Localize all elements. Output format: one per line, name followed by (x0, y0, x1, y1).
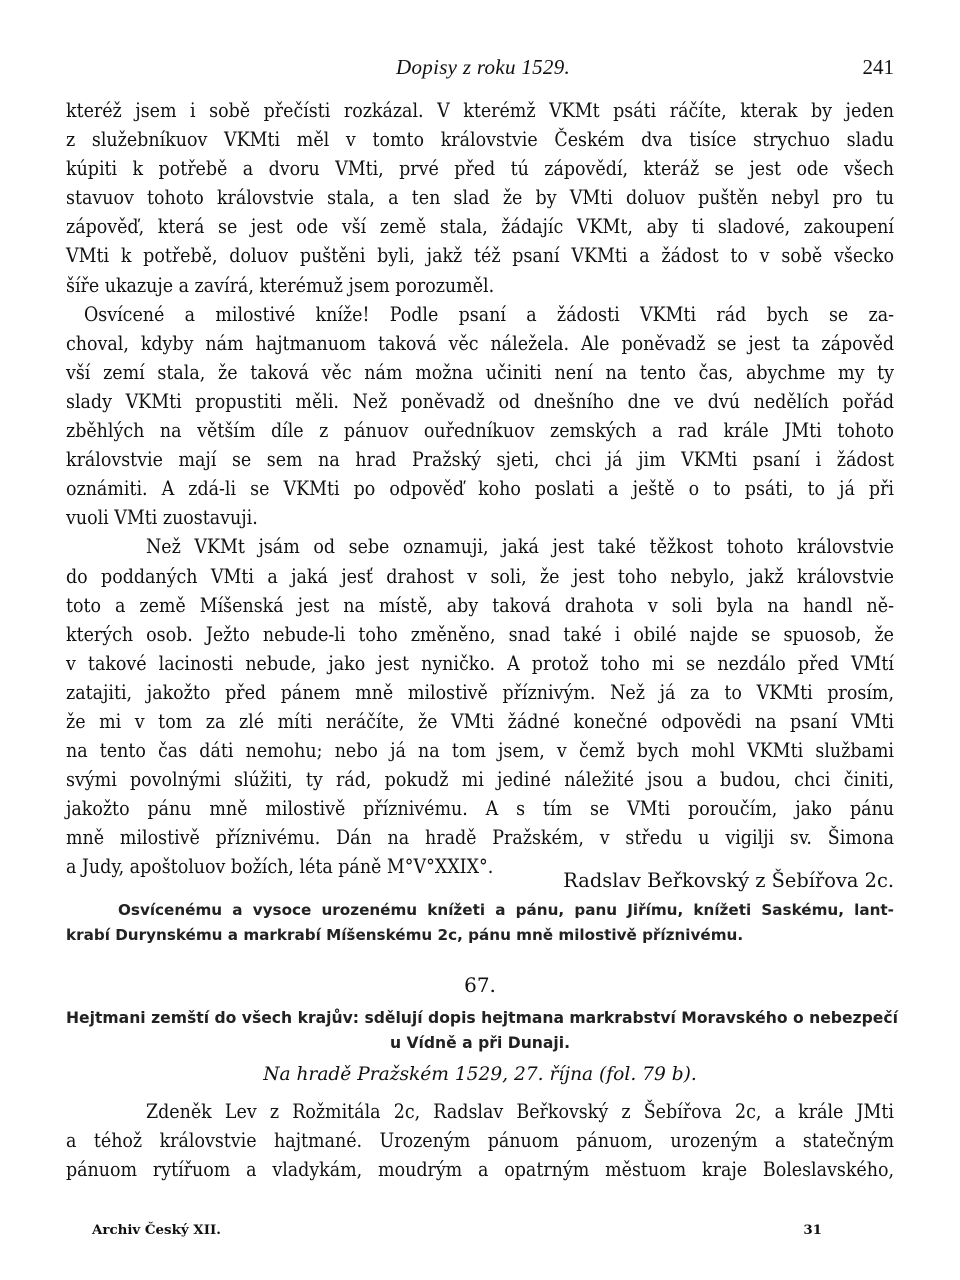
text-line: šíře ukazuje a zavírá, kterémuž jsem porozuměl. (66, 273, 495, 297)
page-footer (66, 1222, 894, 1246)
page-header (66, 55, 894, 85)
text-line: pánuom rytířuom a vladykám, moudrým a opatrným městuom kraje Boleslavského, (66, 1158, 894, 1182)
document-page (66, 0, 898, 1280)
text-line: kúpiti k potřebě a dvoru VMti, prvé před tú zápovědí, kteráž se jest ode všech (66, 157, 894, 181)
text-line: stavuov tohoto královstvie stala, a ten slad že by VMti doluov puštěn nebyl pro tu (66, 186, 894, 210)
text-line: kterých osob. Ježto nebude-li toho změněno, snad také i obilé najde se spuosob, že (66, 622, 894, 646)
text-line: Osvícené a milostivé kníže! Podle psaní a žádosti VKMti rád bych se za- (84, 302, 894, 326)
summary-line: Hejtmani zemští do všech krajův: sdělují dopis hejtmana markrabství Moravského o nebezpečí (66, 1009, 898, 1027)
page-number: 241 (862, 55, 894, 79)
text-line: do poddaných VMti a jaká jesť drahost v soli, že jest toho nebylo, jakž královstvie (66, 564, 894, 588)
text-line: z služebníkuov VKMti měl v tomto královstvie Českém dva tisíce strychuo sladu (66, 128, 894, 152)
text-line: kteréž jsem i sobě přečísti rozkázal. V kterémž VKMt psáti ráčíte, kterak by jeden (66, 99, 894, 122)
footer-signature-mark: Archiv Český XII. (92, 1222, 221, 1238)
text-line: na tento čas dáti nemohu; nebo já na tom jsem, v čemž bych mohl VKMti službami (66, 739, 894, 763)
document-summary (66, 1006, 898, 1056)
text-line: VMti k potřebě, doluov puštěni byli, jakž též psaní VKMti a žádost to v sobě všecko (66, 244, 894, 268)
text-line: svými povolnými slúžiti, ty rád, pokudž mi jediné náležité jsou a budou, chci činiti, (66, 768, 894, 792)
signature: Radslav Beřkovský z Šebířova 2c. (563, 869, 894, 892)
text-line: choval, kdyby nám hajtmanuom taková věc náležela. Ale poněvadž se jest ta zápověd (66, 331, 894, 355)
text-line: vší zemí stala, že taková věc nám možna učiniti není na tento čas, abychme my ty (66, 360, 894, 384)
document-dateline: Na hradě Pražském 1529, 27. října (fol. 79 b). (263, 1064, 697, 1085)
doc67-paragraph-1 (66, 1097, 894, 1184)
address-line: krabí Durynskému a markrabí Míšenskému 2c, pánu mně milostivě příznivému. (66, 926, 744, 944)
text-line: v takové lacinosti nebude, jako jest nyničko. A protož toho mi se nezdálo před VMtí (66, 651, 894, 675)
running-title: Dopisy z roku 1529. (396, 55, 571, 79)
text-line: zběhlých na větším díle z pánuov ouředníkuov zemských a rad krále JMti tohoto (66, 419, 894, 443)
text-line: zatajiti, jakožto před pánem mně milostivě příznivým. Než já za to VKMti prosím, (66, 680, 894, 704)
text-line: vuoli VMti zuostavuji. (66, 506, 258, 530)
text-line: a téhož královstvie hajtmané. Urozeným pánuom pánuom, urozeným a statečným (66, 1129, 894, 1153)
letter-body (66, 96, 894, 882)
text-line: že mi v tom za zlé míti neráčíte, že VMti žádné konečné odpovědi na psaní VMti (66, 709, 894, 733)
letter-paragraph-3 (66, 532, 894, 881)
letter-address (66, 898, 894, 948)
text-line: Zdeněk Lev z Rožmitála 2c, Radslav Beřkovský z Šebířova 2c, a krále JMti (146, 1100, 894, 1123)
summary-line: u Vídně a při Dunaji. (389, 1034, 571, 1052)
text-line: zápověď, která se jest ode vší země stala, žádajíc VKMt, aby ti sladové, zakoupení (66, 215, 894, 239)
text-line: mně milostivě příznivému. Dán na hradě Pražském, v středu u vigilji sv. Šimona (66, 826, 894, 850)
address-line: Osvícenému a vysoce urozenému knížeti a pánu, panu Jiřímu, knížeti Saskému, lant- (118, 901, 894, 919)
footer-sheet-number: 31 (803, 1222, 822, 1238)
text-line: Než VKMt jsám od sebe oznamuji, jaká jest také těžkost tohoto královstvie (146, 535, 894, 559)
text-line: královstvie mají se sem na hrad Pražský sjeti, chci já jim VKMti psaní i žádost (66, 448, 894, 472)
text-line: a Judy, apoštoluov božích, léta páně M°V°XXIX°. (66, 855, 494, 879)
text-line: slady VKMti propustiti měli. Než poněvadž od dnešního dne ve dvú nedělích pořád (66, 389, 894, 413)
text-line: oznámiti. A zdá-li se VKMti po odpověď koho poslati a ještě o to psáti, to já při (66, 477, 894, 501)
document-number: 67. (464, 973, 496, 997)
letter-paragraph-2 (66, 300, 894, 533)
text-line: toto a země Míšenská jest na místě, aby taková drahota v soli byla na handl ně- (66, 593, 894, 617)
document-67-body (66, 1097, 894, 1184)
letter-paragraph-1 (66, 96, 894, 300)
text-line: jakožto pánu mně milostivě příznivému. A s tím se VMti poroučím, jako pánu (66, 797, 894, 821)
